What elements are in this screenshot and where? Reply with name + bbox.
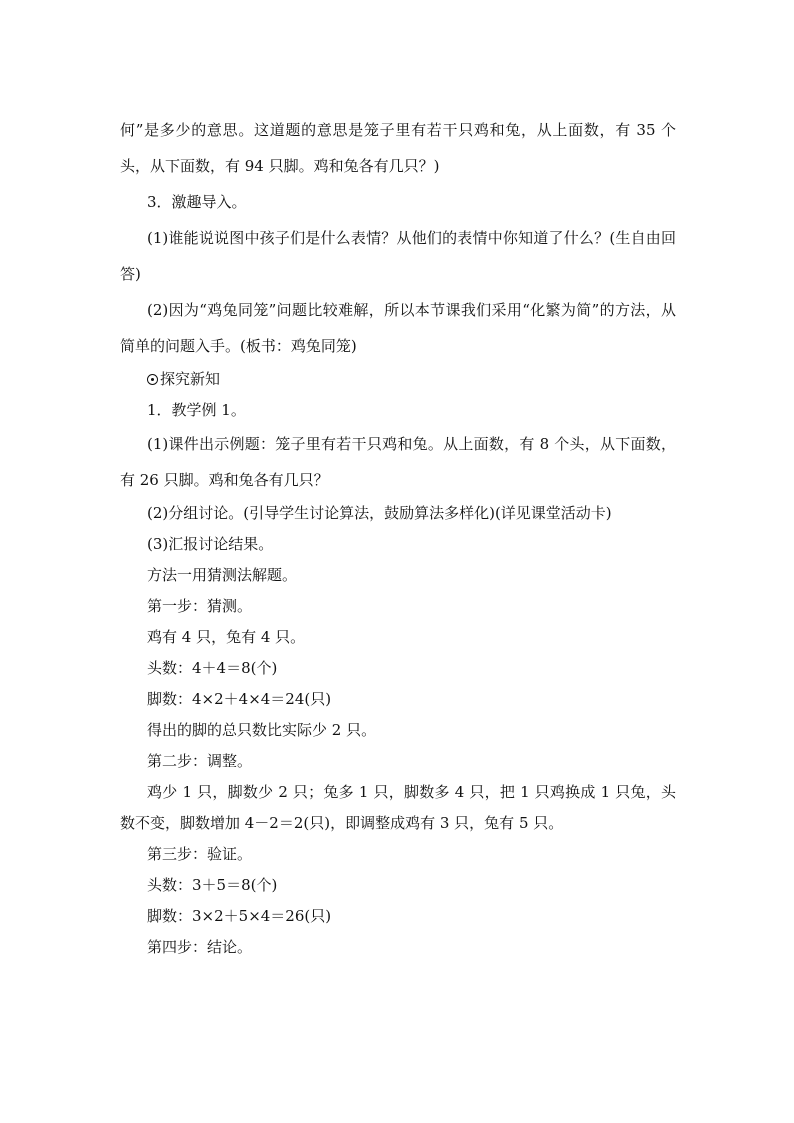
example-problem: (1)课件出示例题：笼子里有若干只鸡和兔。从上面数，有 8 个头，从下面数，有 26 只脚。鸡和兔各有几只？ [120,435,676,489]
report-results: (3)汇报讨论结果。 [147,535,274,553]
step-one-guess: 第一步：猜测。 [147,597,253,615]
foot-count-1: 脚数：4×2＋4×4＝24(只) [147,690,332,708]
step-3-heading: 3．激趣导入。 [147,193,247,211]
paragraph-question-1: (1)谁能说说图中孩子们是什么表情？从他们的表情中你知道了什么？(生自由回答) [120,229,676,283]
section-heading-text: 探究新知 [160,370,221,388]
method-one: 方法一用猜测法解题。 [147,566,298,584]
adjust-explanation: 鸡少 1 只，脚数少 2 只；兔多 1 只，脚数多 4 只，把 1 只鸡换成 1 只兔，头数不变，脚数增加 4－2＝2(只)，即调整成鸡有 3 只，兔有 5 只。 [120,783,676,832]
example-1-heading: 1．教学例 1。 [147,401,246,419]
head-count-2: 头数：3＋5＝8(个) [147,876,278,894]
step-two-adjust: 第二步：调整。 [147,752,253,770]
step-three-verify: 第三步：验证。 [147,845,253,863]
circle-dot-icon [147,374,158,385]
paragraph-question-2: (2)因为“鸡兔同笼”问题比较难解，所以本节课我们采用“化繁为简”的方法，从简单的问题入手。(板书：鸡兔同笼) [120,301,676,355]
step-four-conclusion: 第四步：结论。 [147,938,253,956]
group-discussion: (2)分组讨论。(引导学生讨论算法，鼓励算法多样化)(详见课堂活动卡) [147,504,612,522]
foot-shortfall: 得出的脚的总只数比实际少 2 只。 [147,721,377,739]
head-count-1: 头数：4＋4＝8(个) [147,659,278,677]
document-body [120,112,676,963]
guess-statement: 鸡有 4 只，兔有 4 只。 [147,628,306,646]
foot-count-2: 脚数：3×2＋5×4＝26(只) [147,907,332,925]
section-heading-explore [120,364,676,395]
paragraph-continuation: 何”是多少的意思。这道题的意思是笼子里有若干只鸡和兔，从上面数，有 35 个头，从下面数，有 94 只脚。鸡和兔各有几只？) [120,121,676,175]
